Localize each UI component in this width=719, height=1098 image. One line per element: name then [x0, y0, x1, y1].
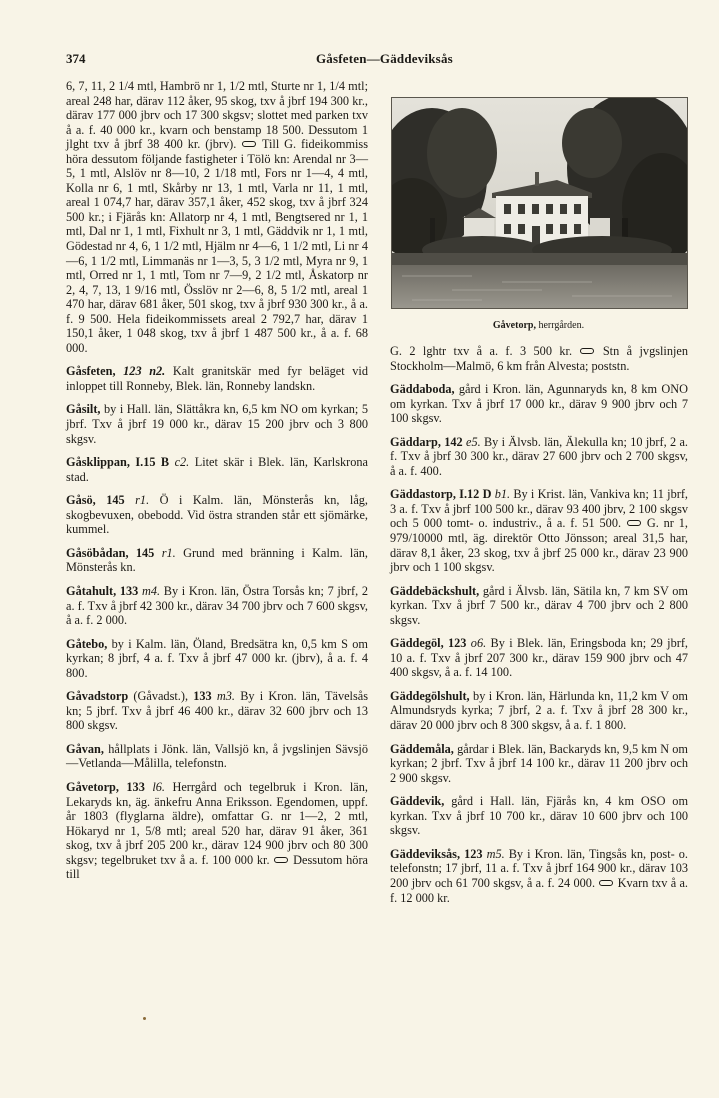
- continued-entry: 6, 7, 11, 2 1/4 mtl, Hambrö nr 1, 1/2 mtl, Sturte nr 1, 1/4 mtl; areal 248 har, därav 112 åker, 95 skog, txv å jbrf 194 300 kr., därav 177 000 jbrv och 17 300 skgsv; slottet med parken txv å a. f. 40 000 kr., kvarn och benstamp 18 500. Dessutom 1 jlght txv å jbrf 38 400 kr. (jbrv). Till G. fideikommiss höra dessutom följande fastigheter i Tölö kn: Arendal nr 3—5, 1 mtl, Alslöv nr 8—10, 2 1/18 mtl, Fors nr 1—4, 4 mtl, Kolla nr 6, 1 mtl, Skårby nr 13, 1 mtl, Varla nr 11, 1 mtl, areal 1 074,7 har, därav 357,1 åker, 452 skog, txv å jbrf 324 500 kr.; i Fjärås kn: Allatorp nr 4, 1 mtl, Bengtsered nr 1, 1 mtl, Dal nr 1, 1 mtl, Fixhult nr 3, 1 mtl, Gäddvik nr 1, 1 mtl, Gödestad nr 4, 6, 1 1/2 mtl, Hjälm nr 4—6, 1 1/2 mtl, Li nr 4—6, 1 1/2 mtl, Limmanäs nr 1—3, 5, 3 1/2 mtl, Myra nr 9, 1 mtl, Orred nr 1, 1 mtl, Tom nr 7—9, 2 1/2 mtl, Åskatorp nr 2, 4, 7, 13, 1 9/16 mtl, Össlöv nr 2—6, 8, 5 1/2 mtl, areal 1 470 har, därav 681 åker, 501 skog, txv å jbrf 930 300 kr., å a. f. 9 500. Hela fideikommissets areal 2 792,7 har, därav 1 150,1 åker, 1 048 skog, txv å jbrf 1 487 500 kr., å a. f. 68 000.: [66, 79, 368, 355]
- section-symbol-icon: [242, 141, 256, 147]
- entry-gatebo: Gåtebo, by i Kalm. län, Öland, Bredsätra kn, 0,5 km S om kyrkan; 8 jbrf, 4 a. f. Txv å jbrf 47 000 kr. (jbrv), å a. f. 4 800.: [66, 636, 368, 680]
- entry-gasklippan: Gåsklippan, I.15 B c2. Litet skär i Blek. län, Karlskrona stad.: [66, 455, 369, 484]
- running-title: Gåsfeten—Gäddeviksås: [316, 51, 453, 66]
- entry-gasilt: Gåsilt, by i Hall. län, Slättåkra kn, 6,5 km NO om kyrkan; 5 jbrf. Txv å jbrf 19 000 kr., därav 15 200 jbrv och 3 800 skgsv.: [66, 402, 368, 446]
- section-symbol-icon: [599, 880, 613, 886]
- entry-gaddarp: Gäddarp, 142 e5. By i Älvsb. län, Älekulla kn; 10 jbrf, 2 a. f. Txv å jbrf 30 300 kr., därav 27 600 jbrv och 2 700 skgsv, å a. f. 400.: [390, 434, 688, 478]
- right-column: [390, 344, 688, 914]
- section-symbol-icon: [627, 520, 641, 526]
- entry-gavetorp: Gåvetorp, 133 l6. Herrgård och tegelbruk i Kron. län, Lekaryds kn, äg. änkefru Anna Eriksson. Egendomen, uppf. år 1803 (flyglarna äldre), omfattar G. nr 1—2, 2 mtl, Hökaryd nr 1, 5/8 mtl; areal 520 har, därav 91 åker, 361 skog, txv å jbrf 205 200 kr., därav 124 900 jbrv och 80 300 skgsv; tegelbruket txv å a. f. 100 000 kr. Dessutom höra till: [66, 779, 369, 882]
- entry-gavan: Gåvan, hållplats i Jönk. län, Vallsjö kn, å jvgslinjen Sävsjö—Vetlanda—Målilla, telefonstn.: [66, 741, 368, 771]
- photo-caption: Gåvetorp, herrgården.: [492, 320, 585, 331]
- left-column: [66, 79, 368, 891]
- ink-dot: [143, 1017, 146, 1020]
- entry-gavadstorp: Gåvadstorp (Gåvadst.), 133 m3. By i Kron. län, Tävelsås kn; 5 jbrf. Txv å jbrf 46 400 kr., därav 32 600 jbrv och 13 800 skgsv.: [66, 689, 369, 733]
- page-number: 374: [66, 51, 86, 66]
- entry-gaddemala: Gäddemåla, gårdar i Blek. län, Backaryds kn, 9,5 km N om kyrkan; 2 jbrf. Txv å jbrf 14 100 kr., därav 11 200 jbrv och 2 900 skgsv.: [390, 741, 688, 785]
- section-symbol-icon: [580, 348, 594, 354]
- entry-gaddeviksas: Gäddeviksås, 123 m5. By i Kron. län, Tingsås kn, post- o. telefonstn; 17 jbrf, 11 a. f. Txv å jbrf 164 900 kr., därav 103 200 jbrv och 61 700 skgsv, å a. f. 24 000. Kvarn txv å a. f. 12 000 kr.: [390, 846, 688, 905]
- entry-gaddegolshult: Gäddegölshult, by i Kron. län, Härlunda kn, 11,2 km V om Almundsryds kyrka; 7 jbrf, 2 a. f. Txv å jbrf 28 300 kr., därav 20 000 jbrv och 8 300 skgsv, å a. f. 1 800.: [390, 688, 689, 733]
- entry-gasobadan: Gåsöbådan, 145 r1. Grund med bränning i Kalm. län, Mönsterås kn.: [66, 545, 369, 575]
- entry-gaso: Gåsö, 145 r1. Ö i Kalm. län, Mönsterås kn, låg, skogbevuxen, obebodd. Vid östra stranden står ett sjömärke, kummel.: [66, 493, 368, 537]
- entry-gaddevik: Gäddevik, gård i Hall. län, Fjärås kn, 4 km OSO om kyrkan. Txv å jbrf 10 700 kr., därav 10 600 jbrv och 100 skgsv.: [390, 794, 689, 838]
- entry-gaddegol: Gäddegöl, 123 o6. By i Blek. län, Eringsboda kn; 29 jbrf, 10 a. f. Txv å jbrf 207 300 kr., därav 159 900 jbrv och 47 400 skgsv, å a. f. 14 100.: [390, 636, 688, 680]
- entry-gavetorp-continued: G. 2 lghtr txv å a. f. 3 500 kr. Stn å jvgslinjen Stockholm—Malmö, 6 km från Alvesta; poststn.: [390, 344, 689, 373]
- manor-house-illustration-icon: [392, 98, 687, 308]
- section-symbol-icon: [274, 857, 288, 863]
- entry-gaddebackshult: Gäddebäckshult, gård i Älvsb. län, Sätila kn, 7 km SV om kyrkan. Txv å jbrf 7 500 kr., därav 4 700 jbrv och 2 800 skgsv.: [390, 583, 688, 627]
- entry-gatahult: Gåtahult, 133 m4. By i Kron. län, Östra Torsås kn; 7 jbrf, 2 a. f. Txv å jbrf 42 300 kr., därav 34 700 jbrv och 7 600 skgsv, å a. f. 2 000.: [66, 583, 368, 628]
- manor-photo: [391, 97, 688, 309]
- entry-gaddastorp: Gäddastorp, I.12 D b1. By i Krist. län, Vankiva kn; 11 jbrf, 3 a. f. Txv å jbrf 100 500 kr., därav 93 400 jbrv, 2 100 skgsv och 5 000 tomt- o. industriv., å a. f. 51 500. G. nr 1, 979/10000 mtl, äg. direktör Otto Jönsson; areal 31,5 har, därav 8,1 åker, 23 skog, txv å jbrf 25 000 kr., därav 23 900 jbrv och 1 100 skgsv.: [390, 487, 689, 575]
- entry-gaddaboda: Gäddaboda, gård i Kron. län, Agunnaryds kn, 8 km ONO om kyrkan. Txv å jbrf 17 000 kr., därav 9 900 jbrv och 7 100 skgsv.: [390, 382, 688, 426]
- entry-gasfeten: Gåsfeten, 123 n2. Kalt granitskär med fyr beläget vid inloppet till Ronneby, Blek. län, Ronneby landskn.: [66, 364, 368, 393]
